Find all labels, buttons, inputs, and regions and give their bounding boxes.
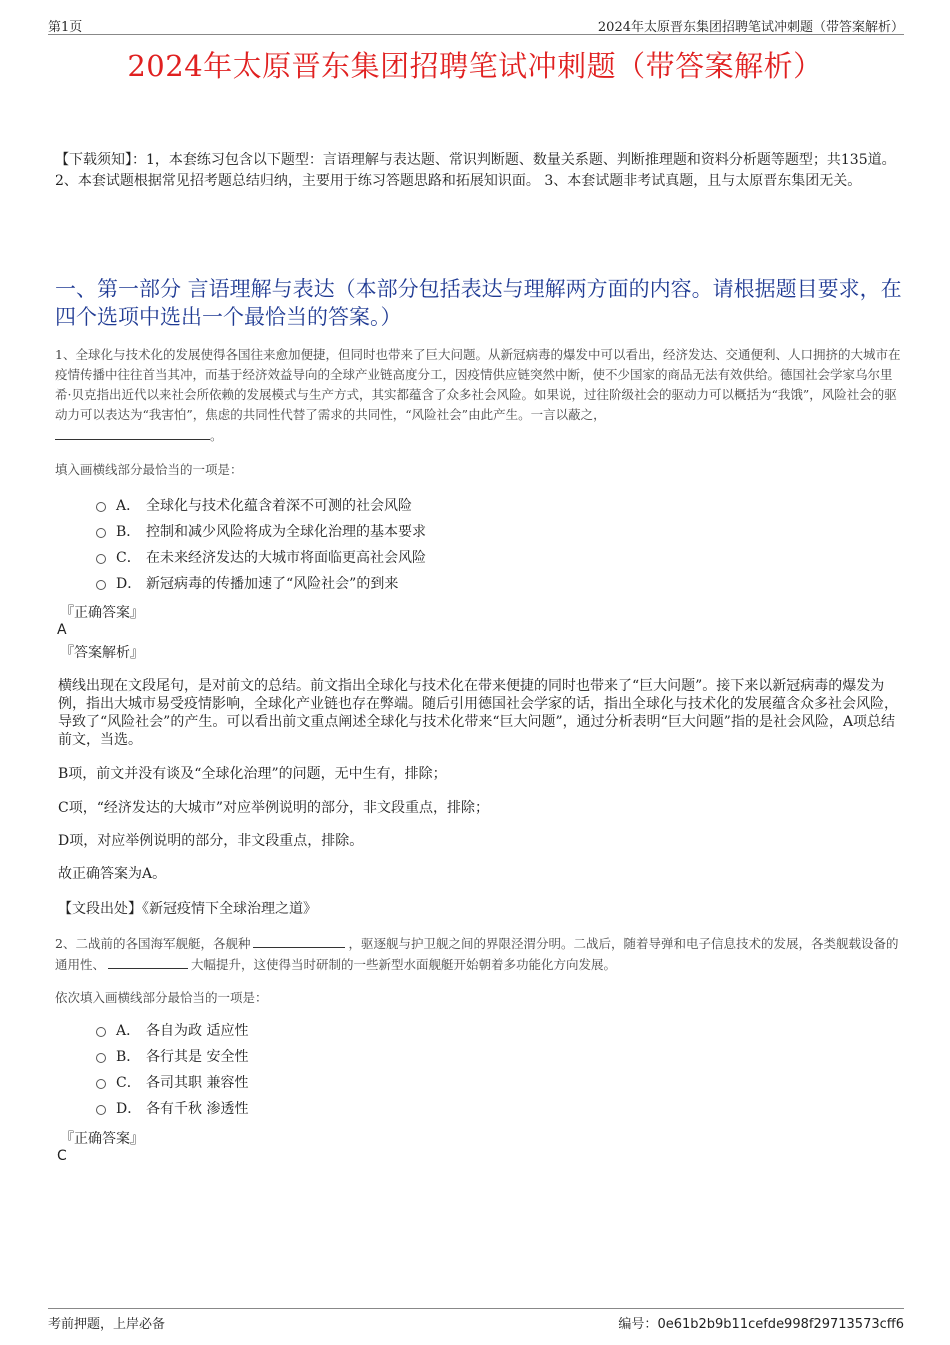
option-text: 在未来经济发达的大城市将面临更高社会风险 xyxy=(146,550,426,566)
document-title: 2024年太原晋东集团招聘笔试冲刺题（带答案解析） xyxy=(127,49,823,83)
option-letter: B． xyxy=(116,524,141,540)
question-2-text xyxy=(55,933,902,975)
code-label: 编号： xyxy=(618,1317,658,1332)
question-2-part-3: 大幅提升，这使得当时研制的一些新型水面舰艇开始朝着多功能化方向发展。 xyxy=(191,957,617,972)
question-1-options xyxy=(96,493,426,597)
download-notice: 【下载须知】：1，本套练习包含以下题型：言语理解与表达题、常识判断题、数量关系题、判断推理题和资料分析题等题型；共135道。 2、本套试题根据常见招考题总结归纳，主要用于练习答题思路和拓展知识面。 3、本套试题非考试真题，且与太原晋东集团无关。 xyxy=(55,152,896,189)
analysis-paragraph: C项，“经济发达的大城市”对应举例说明的部分，非文段重点，排除； xyxy=(58,800,490,816)
question-2-options xyxy=(96,1018,248,1122)
question-2-prompt: 依次填入画横线部分最恰当的一项是： xyxy=(55,990,268,1005)
question-1-body: 1、全球化与技术化的发展使得各国往来愈加便捷，但同时也带来了巨大问题。从新冠病毒的爆发中可以看出，经济发达、交通便利、人口拥挤的大城市在疫情传播中往往首当其冲，而基于经济效益导向的全球产业链高度分工，因疫情供应链突然中断，使不少国家的商品无法有效供给。德国社会学家乌尔里希·贝克指出近代以来社会所依赖的发展模式与生产方式，其实都蕴含了众多社会风险。如果说，过往阶级社会的驱动力可以概括为“我饿”，风险社会的驱动力可以表达为“我害怕”，焦虑的共同性代替了需求的共同性，“风险社会”由此产生。一言以蔽之， xyxy=(55,347,901,422)
option-b[interactable] xyxy=(96,519,426,545)
option-text: 各司其职 兼容性 xyxy=(146,1075,249,1091)
radio-icon[interactable] xyxy=(96,1079,106,1089)
section-heading: 一、第一部分 言语理解与表达（本部分包括表达与理解两方面的内容。请根据题目要求，在四个选项中选出一个最恰当的答案。） xyxy=(55,277,902,329)
option-c[interactable] xyxy=(96,545,426,571)
analysis-paragraph: 横线出现在文段尾句，是对前文的总结。前文指出全球化与技术化在带来便捷的同时也带来了“巨大问题”。接下来以新冠病毒的爆发为例，指出大城市易受疫情影响，全球化产业链也存在弊端。随后引用德国社会学家的话，指出全球化与技术化的发展蕴含众多社会风险，导致了“风险社会”的产生。可以看出前文重点阐述全球化与技术化带来“巨大问题”，通过分析表明“巨大问题”指的是社会风险，A项总结前文，当选。 xyxy=(58,678,898,748)
option-a[interactable] xyxy=(96,493,426,519)
option-letter: A． xyxy=(116,1023,141,1039)
question-1-text xyxy=(55,345,902,446)
question-1-prompt: 填入画横线部分最恰当的一项是： xyxy=(55,462,243,477)
answer-blank xyxy=(108,954,188,969)
option-text: 新冠病毒的传播加速了“风险社会”的到来 xyxy=(146,576,399,592)
option-letter: C． xyxy=(116,1075,141,1091)
radio-icon[interactable] xyxy=(96,1027,106,1037)
radio-icon[interactable] xyxy=(96,528,106,538)
correct-answer: C xyxy=(57,1148,67,1164)
correct-answer-label: 『正确答案』 xyxy=(60,1131,144,1147)
option-text: 各有千秋 渗透性 xyxy=(146,1101,249,1117)
question-2-part-2: ，驱逐舰与护卫舰之间的界限泾渭分明。二战后，随着导弹和电子信息技术的发展，各类舰载设备的通用性、 xyxy=(55,936,899,972)
analysis-paragraph: D项，对应举例说明的部分，非文段重点，排除。 xyxy=(58,833,364,849)
option-letter: C． xyxy=(116,550,141,566)
question-2-part-1: 2、二战前的各国海军舰艇，各舰种 xyxy=(55,936,251,951)
option-letter: D． xyxy=(116,576,142,592)
option-letter: B． xyxy=(116,1049,141,1065)
option-letter: A． xyxy=(116,498,141,514)
option-letter: D． xyxy=(116,1101,142,1117)
page-footer xyxy=(48,1308,904,1332)
correct-answer-label: 『正确答案』 xyxy=(60,605,144,621)
radio-icon[interactable] xyxy=(96,502,106,512)
radio-icon[interactable] xyxy=(96,554,106,564)
option-text: 全球化与技术化蕴含着深不可测的社会风险 xyxy=(146,498,412,514)
analysis-label: 『答案解析』 xyxy=(60,645,144,661)
option-a[interactable] xyxy=(96,1018,248,1044)
analysis-conclusion: 故正确答案为A。 xyxy=(58,866,167,882)
document-code xyxy=(618,1313,904,1332)
code-value: 0e61b2b9b11cefde998f29713573cff6 xyxy=(657,1317,904,1332)
text-source: 【文段出处】《新冠疫情下全球治理之道》 xyxy=(58,901,317,917)
option-d[interactable] xyxy=(96,571,426,597)
page-header xyxy=(48,14,904,35)
footer-slogan: 考前押题，上岸必备 xyxy=(48,1317,166,1332)
radio-icon[interactable] xyxy=(96,1105,106,1115)
option-text: 各自为政 适应性 xyxy=(146,1023,249,1039)
option-c[interactable] xyxy=(96,1070,248,1096)
analysis-paragraph: B项，前文并没有谈及“全球化治理”的问题，无中生有，排除； xyxy=(58,766,447,782)
page-number: 第1页 xyxy=(48,20,83,35)
option-text: 各行其是 安全性 xyxy=(146,1049,249,1065)
option-text: 控制和减少风险将成为全球化治理的基本要求 xyxy=(146,524,426,540)
radio-icon[interactable] xyxy=(96,1053,106,1063)
answer-blank xyxy=(55,425,210,440)
header-doc-title: 2024年太原晋东集团招聘笔试冲刺题（带答案解析） xyxy=(597,20,904,35)
correct-answer: A xyxy=(57,622,67,638)
option-d[interactable] xyxy=(96,1096,248,1122)
answer-blank xyxy=(253,933,345,948)
radio-icon[interactable] xyxy=(96,580,106,590)
option-b[interactable] xyxy=(96,1044,248,1070)
question-1-end: 。 xyxy=(210,428,223,443)
